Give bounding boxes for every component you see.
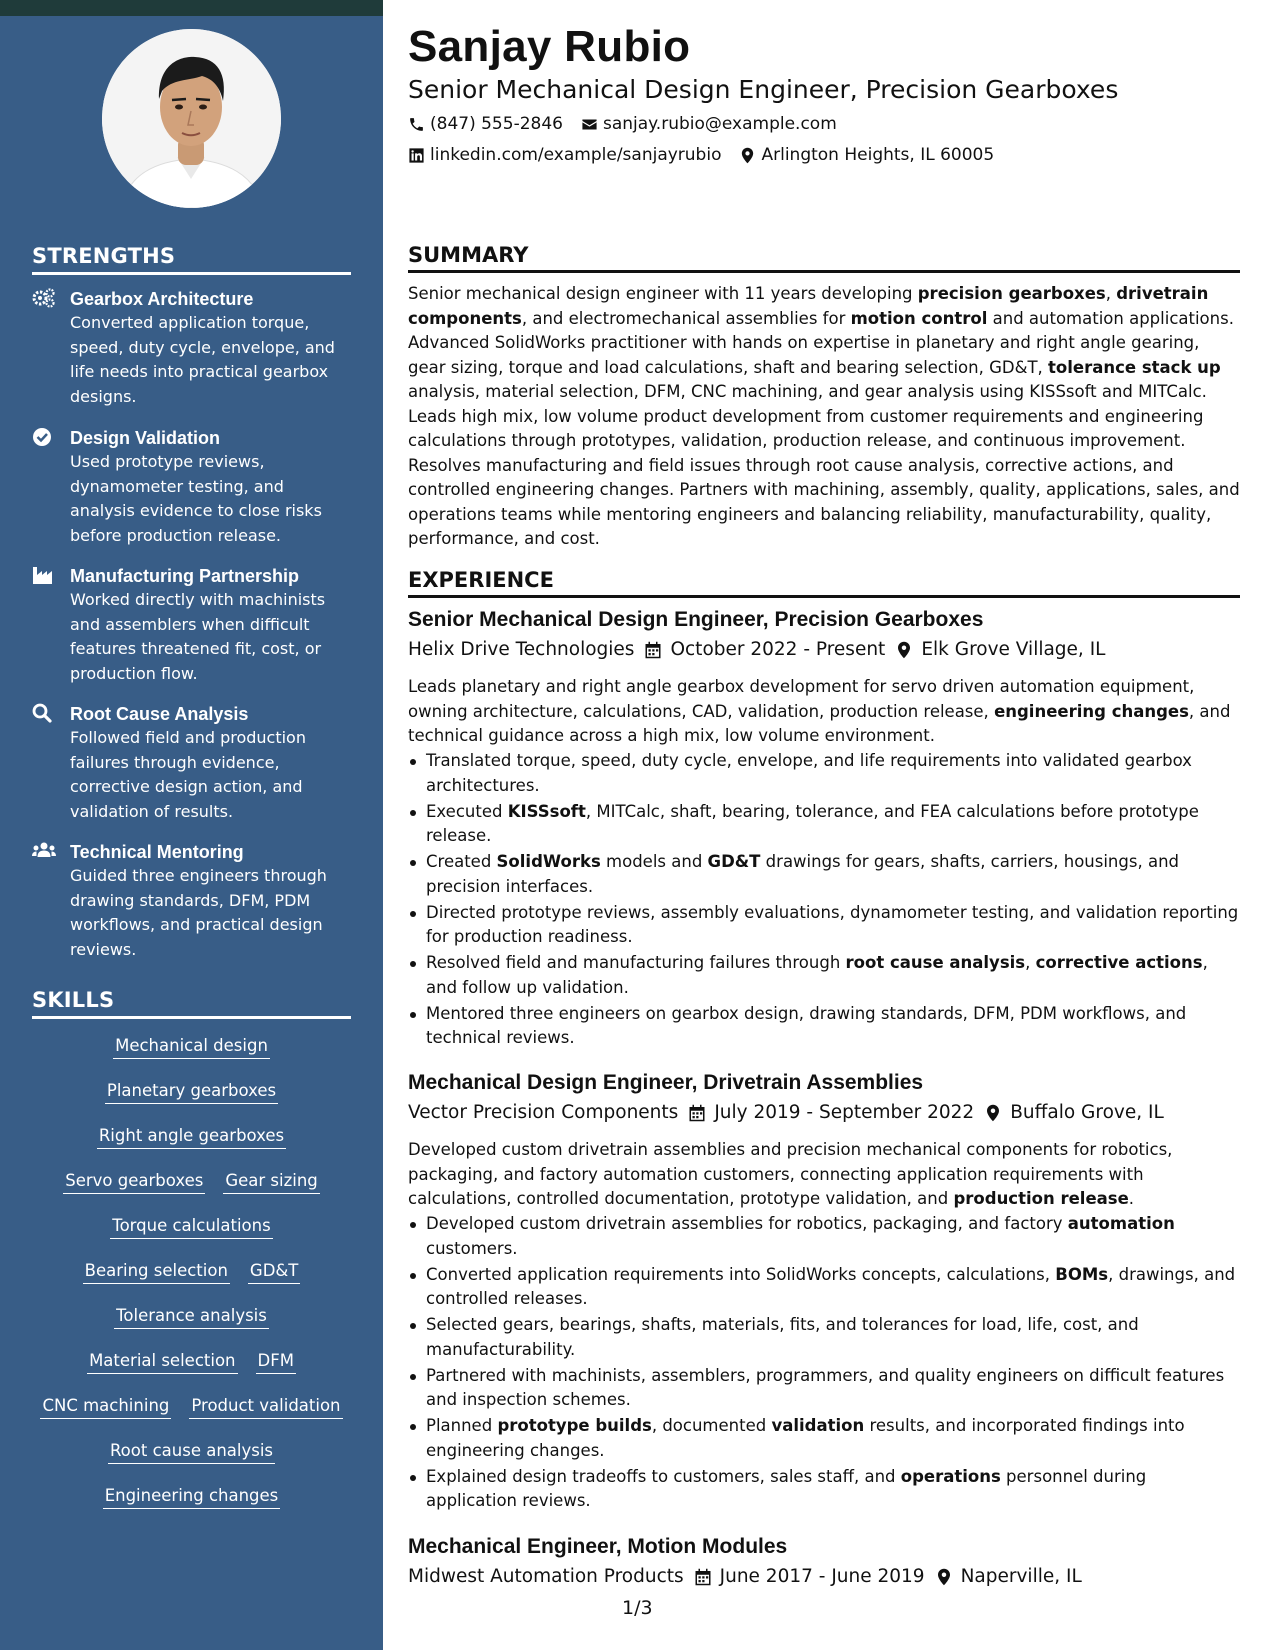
- text-run: Resolved field and manufacturing failures through: [426, 953, 846, 972]
- strength-desc: Guided three engineers through drawing standards, DFM, PDM workflows, and practical design reviews.: [70, 866, 327, 959]
- job-location-text: Elk Grove Village, IL: [921, 639, 1106, 660]
- summary-text: [408, 282, 1240, 552]
- text-run: Senior mechanical design engineer with 11 years developing: [408, 284, 918, 303]
- strength-title: Gearbox Architecture: [70, 289, 254, 309]
- text-run: Selected gears, bearings, shafts, materials, fits, and tolerances for load, life, cost, and manufacturability.: [426, 1315, 1139, 1359]
- bullet-item: [408, 1465, 1240, 1514]
- strength-item: [32, 840, 352, 962]
- job-bullets: [408, 749, 1240, 1052]
- job-dates: [644, 639, 885, 660]
- skills-row: [32, 1306, 351, 1329]
- text-run: Developed custom drivetrain assemblies and precision mechanical components for robotics, packaging, and factory automation customers, connecting application requirements with calculations, controlled documentation, prototype validation, and: [408, 1140, 1173, 1208]
- bullet-item: [408, 850, 1240, 899]
- skill-tag: DFM: [256, 1351, 296, 1374]
- text-run: , and follow up validation.: [426, 953, 1208, 997]
- text-run: ,: [1105, 284, 1117, 303]
- strength-item: [32, 426, 352, 548]
- strength-item: [32, 702, 352, 824]
- bold-text: operations: [900, 1466, 1001, 1486]
- calendar-icon: [694, 1568, 712, 1586]
- bold-text: BOMs: [1055, 1264, 1109, 1284]
- job-location-text: Naperville, IL: [960, 1566, 1082, 1587]
- text-run: results, and incorporated findings into engineering changes.: [426, 1416, 1185, 1460]
- text-run: Planned: [426, 1416, 498, 1435]
- text-run: Mentored three engineers on gearbox design, drawing standards, DFM, PDM workflows, and technical reviews.: [426, 1003, 1187, 1047]
- skill-tag: GD&T: [248, 1261, 300, 1284]
- map-pin-icon: [935, 1568, 953, 1586]
- contact-row: [408, 114, 837, 134]
- map-pin-icon: [895, 641, 913, 659]
- bullet-item: [408, 800, 1240, 849]
- bold-text: root cause analysis: [845, 953, 1026, 972]
- company-name: Helix Drive Technologies: [408, 639, 635, 660]
- job-bullets: [408, 1212, 1240, 1515]
- bold-text: GD&T: [707, 852, 761, 871]
- strengths-heading: STRENGTHS: [32, 244, 351, 275]
- strength-title: Technical Mentoring: [70, 842, 244, 862]
- skill-tag: Gear sizing: [223, 1171, 319, 1194]
- text-run: Converted application requirements into SolidWorks concepts, calculations,: [426, 1264, 1056, 1284]
- text-run: Leads planetary and right angle gearbox development for servo driven automation equipment, owning architecture, calculations, CAD, validation, production release,: [408, 677, 1195, 721]
- search-icon: [32, 703, 56, 723]
- bullet-item: [408, 1414, 1240, 1463]
- candidate-headline: Senior Mechanical Design Engineer, Precision Gearboxes: [408, 75, 1119, 104]
- bullet-item: [408, 1212, 1240, 1261]
- text-run: Directed prototype reviews, assembly evaluations, dynamometer testing, and validation reporting for production readiness.: [426, 902, 1239, 946]
- text-run: drawings for gears, shafts, carriers, housings, and precision interfaces.: [426, 852, 1179, 896]
- job-title: Mechanical Design Engineer, Drivetrain Assemblies: [408, 1071, 924, 1094]
- candidate-name: Sanjay Rubio: [408, 22, 691, 71]
- text-run: customers.: [426, 1238, 518, 1258]
- location-text: Arlington Heights, IL 60005: [761, 145, 995, 165]
- page-number: 1/3: [622, 1597, 653, 1619]
- text-run: .: [1128, 1189, 1135, 1208]
- text-run: Executed: [426, 801, 508, 821]
- text-run: , and technical guidance across a high mix, low volume environment.: [408, 701, 1231, 745]
- email-contact[interactable]: [581, 114, 837, 134]
- profile-photo: [102, 29, 281, 208]
- bold-text: validation: [771, 1416, 865, 1435]
- text-run: Created: [426, 852, 497, 871]
- skills-row: [32, 1351, 351, 1374]
- job-dates: [688, 1102, 974, 1123]
- company-name: Midwest Automation Products: [408, 1566, 684, 1587]
- text-run: , drawings, and controlled releases.: [426, 1264, 1236, 1308]
- check-circle-icon: [32, 427, 56, 447]
- skills-row: [32, 1396, 351, 1419]
- job-title: Senior Mechanical Design Engineer, Precision Gearboxes: [408, 608, 984, 631]
- skill-tag: Tolerance analysis: [114, 1306, 269, 1329]
- bullet-item: [408, 901, 1240, 950]
- text-run: and automation applications. Advanced SolidWorks practitioner with hands on expertise in planetary and right angle gearing, gear sizing, torque and load calculations, shaft and bearing selection, GD&T,: [408, 308, 1234, 377]
- bold-text: motion control: [850, 308, 988, 328]
- phone-contact: [408, 114, 563, 134]
- job-meta: [408, 1102, 1164, 1123]
- job-dates-text: July 2019 - September 2022: [714, 1102, 975, 1123]
- strength-item: [32, 564, 352, 686]
- linkedin-contact[interactable]: [408, 145, 721, 165]
- company-name: Vector Precision Components: [408, 1102, 679, 1123]
- bullet-item: [408, 1313, 1240, 1362]
- skills-row: [32, 1126, 351, 1149]
- strength-item: [32, 287, 352, 409]
- text-run: personnel during application reviews.: [426, 1466, 1147, 1510]
- skills-row: [32, 1486, 351, 1509]
- job-meta: [408, 639, 1105, 660]
- text-run: Developed custom drivetrain assemblies for robotics, packaging, and factory: [426, 1214, 1068, 1233]
- text-run: Explained design tradeoffs to customers, sales staff, and: [426, 1466, 901, 1486]
- skills-row: [32, 1216, 351, 1239]
- skill-tag: Bearing selection: [83, 1261, 230, 1284]
- text-run: Translated torque, speed, duty cycle, envelope, and life requirements into validated gearbox architectures.: [426, 751, 1192, 795]
- skill-tag: Product validation: [189, 1396, 342, 1419]
- industry-icon: [32, 565, 56, 585]
- skills-row: [32, 1261, 351, 1284]
- envelope-icon: [581, 116, 598, 133]
- job-location: [935, 1566, 1082, 1587]
- skill-tag: Engineering changes: [103, 1486, 281, 1509]
- bullet-item: [408, 1002, 1240, 1051]
- skill-tag: Servo gearboxes: [63, 1171, 205, 1194]
- job-title: Mechanical Engineer, Motion Modules: [408, 1535, 788, 1558]
- skill-tag: Torque calculations: [110, 1216, 272, 1239]
- skills-row: [32, 1171, 351, 1194]
- job-dates-text: June 2017 - June 2019: [719, 1566, 925, 1587]
- skills-row: [32, 1441, 351, 1464]
- strength-title: Design Validation: [70, 428, 221, 448]
- bullet-item: [408, 1364, 1240, 1413]
- linkedin-icon: [408, 147, 425, 164]
- job-location-text: Buffalo Grove, IL: [1010, 1102, 1164, 1123]
- strength-title: Manufacturing Partnership: [70, 566, 300, 586]
- summary-heading: SUMMARY: [408, 243, 1240, 273]
- strength-desc: Converted application torque, speed, duty cycle, envelope, and life needs into practical gearbox designs.: [70, 313, 335, 406]
- email-text[interactable]: sanjay.rubio@example.com: [602, 114, 837, 134]
- bold-text: SolidWorks: [496, 852, 601, 871]
- text-run: , documented: [651, 1416, 772, 1435]
- skill-tag: Root cause analysis: [108, 1441, 275, 1464]
- bullet-item: [408, 749, 1240, 798]
- job-location: [895, 639, 1105, 660]
- skills-row: [32, 1081, 351, 1104]
- skills-row: [32, 1036, 351, 1059]
- text-run: models and: [600, 852, 708, 871]
- text-run: ,: [1025, 953, 1036, 972]
- strength-desc: Used prototype reviews, dynamometer testing, and analysis evidence to close risks before production release.: [70, 452, 322, 545]
- strength-title: Root Cause Analysis: [70, 704, 249, 724]
- job-meta: [408, 1566, 1082, 1587]
- text-run: analysis, material selection, DFM, CNC machining, and gear analysis using KISSsoft and MITCalc. Leads high mix, low volume product development from customer requirements and engineering calculations through prototypes, validation, production release, and continuous improvement. Resolves manufacturing and field issues through root cause analysis, corrective actions, and controlled engineering changes. Partners with machining, assembly, quality, applications, sales, and operations teams while mentoring engineers and balancing reliability, manufacturability, quality, performance, and cost.: [408, 382, 1240, 548]
- job-summary: [408, 1138, 1240, 1212]
- text-run: , MITCalc, shaft, bearing, tolerance, and FEA calculations before prototype release.: [426, 801, 1199, 845]
- job-dates-text: October 2022 - Present: [670, 639, 886, 660]
- bold-text: corrective actions: [1035, 953, 1203, 972]
- map-pin-icon: [739, 147, 756, 164]
- bullet-item: [408, 951, 1240, 1000]
- strength-desc: Followed field and production failures through evidence, corrective design action, and validation of results.: [70, 728, 306, 821]
- calendar-icon: [688, 1104, 706, 1122]
- skill-tag: Mechanical design: [113, 1036, 270, 1059]
- phone-icon: [408, 116, 425, 133]
- gears-icon: [32, 288, 56, 308]
- skill-tag: CNC machining: [40, 1396, 171, 1419]
- bold-text: drivetrain components: [408, 284, 1209, 328]
- phone-text: (847) 555-2846: [430, 114, 563, 134]
- skill-tag: Material selection: [87, 1351, 237, 1374]
- users-icon: [32, 841, 56, 861]
- bold-text: precision gearboxes: [917, 284, 1106, 303]
- skill-tag: Planetary gearboxes: [105, 1081, 278, 1104]
- skills-heading: SKILLS: [32, 988, 351, 1019]
- map-pin-icon: [984, 1104, 1002, 1122]
- bold-text: prototype builds: [497, 1416, 652, 1435]
- text-run: , and electromechanical assemblies for: [521, 308, 851, 328]
- text-run: Partnered with machinists, assemblers, programmers, and quality engineers on difficult features and inspection schemes.: [426, 1365, 1225, 1409]
- experience-heading: EXPERIENCE: [408, 568, 1240, 598]
- bold-text: engineering changes: [994, 701, 1189, 721]
- strength-desc: Worked directly with machinists and assemblers when difficult features threatened fit, cost, or production flow.: [70, 590, 326, 683]
- location-contact: [739, 145, 994, 165]
- bold-text: tolerance stack up: [1048, 357, 1221, 377]
- linkedin-text[interactable]: linkedin.com/example/sanjayrubio: [430, 145, 722, 165]
- bold-text: automation: [1067, 1214, 1175, 1233]
- job-summary: [408, 675, 1240, 749]
- job-location: [984, 1102, 1164, 1123]
- calendar-icon: [644, 641, 662, 659]
- bullet-item: [408, 1263, 1240, 1312]
- bold-text: KISSsoft: [507, 801, 586, 821]
- bold-text: production release: [953, 1189, 1129, 1208]
- skill-tag: Right angle gearboxes: [97, 1126, 286, 1149]
- contact-row: [408, 145, 994, 165]
- top-accent-bar: [0, 0, 383, 16]
- job-dates: [694, 1566, 925, 1587]
